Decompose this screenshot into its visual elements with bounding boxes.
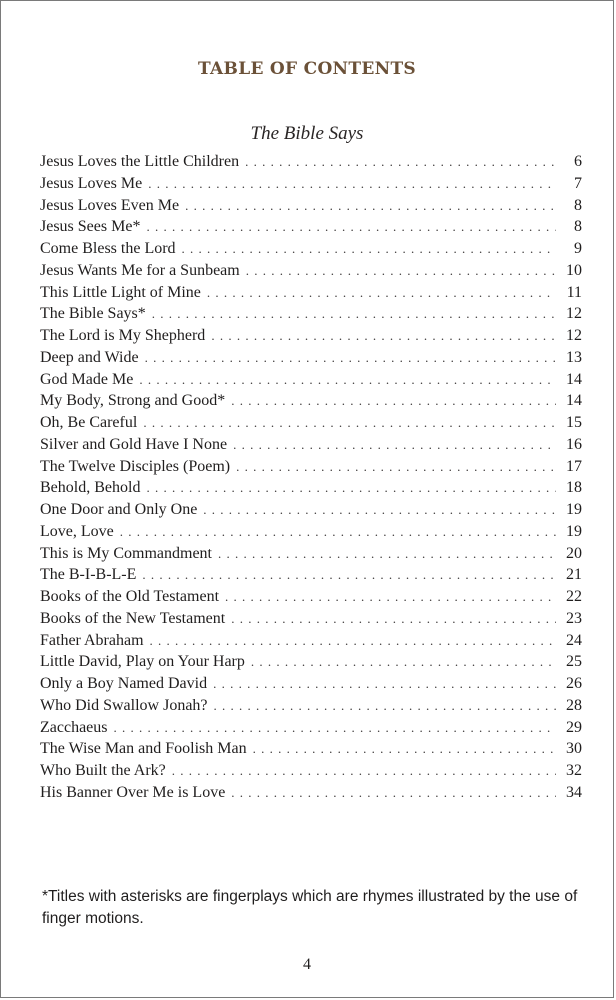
toc-entry[interactable] (40, 499, 582, 521)
dot-leader (225, 586, 556, 608)
toc-entry-title: The Lord is My Shepherd (40, 327, 206, 344)
toc-entry[interactable] (40, 673, 582, 695)
toc-entry-page: 6 (574, 153, 582, 170)
dot-leader (231, 608, 556, 630)
toc-entry-page: 16 (566, 435, 582, 453)
toc-entry-page: 10 (566, 261, 582, 279)
toc-entry[interactable] (40, 543, 582, 565)
toc-entry[interactable] (40, 195, 582, 217)
toc-entry-title: Father Abraham (40, 631, 144, 649)
toc-entry-page: 8 (574, 218, 582, 236)
toc-entry-page: 15 (566, 414, 582, 431)
toc-entry[interactable] (40, 456, 582, 478)
dot-leader (142, 564, 556, 586)
toc-entry-page: 21 (566, 566, 582, 584)
toc-entry-title: My Body, Strong and Good* (40, 392, 226, 410)
dot-leader (253, 738, 556, 760)
dot-leader (236, 456, 556, 478)
toc-entry-title: Books of the New Testament (40, 609, 226, 627)
toc-entry-title: One Door and Only One (40, 501, 198, 518)
toc-entry-page: 26 (566, 675, 582, 692)
toc-entry-title: The Bible Says* (40, 305, 146, 323)
toc-entry-title: The Wise Man and Foolish Man (40, 740, 247, 758)
toc-entry-title: Love, Love (40, 522, 114, 540)
toc-entry-page: 34 (566, 783, 582, 801)
dot-leader (172, 760, 556, 782)
toc-entry-title: Jesus Loves the Little Children (40, 153, 240, 170)
toc-entry-page: 19 (566, 522, 582, 540)
toc-entry-page: 14 (566, 392, 582, 410)
dot-leader (143, 412, 556, 434)
toc-entry-title: Jesus Sees Me* (40, 218, 141, 236)
dot-leader (211, 325, 556, 347)
dot-leader (207, 282, 556, 304)
toc-entry-page: 13 (566, 348, 582, 366)
toc-entry-title: Behold, Behold (40, 479, 141, 497)
toc-entry-page: 9 (574, 240, 582, 257)
toc-entry-title: This is My Commandment (40, 544, 212, 562)
toc-entry-title: The Twelve Disciples (Poem) (40, 457, 231, 475)
dot-leader (139, 369, 556, 391)
toc-entry[interactable] (40, 151, 582, 173)
toc-entry-page: 12 (566, 327, 582, 344)
toc-entry-page: 30 (566, 740, 582, 758)
dot-leader (146, 216, 556, 238)
toc-entry-title: Silver and Gold Have I None (40, 435, 228, 453)
toc-entry[interactable] (40, 173, 582, 195)
toc-entry-title: The B-I-B-L-E (40, 566, 137, 584)
toc-entry[interactable] (40, 608, 582, 630)
toc-entry[interactable] (40, 260, 582, 282)
toc-entry[interactable] (40, 238, 582, 260)
toc-entry-title: Jesus Wants Me for a Sunbeam (40, 261, 240, 279)
dot-leader (233, 434, 556, 456)
toc-entry-page: 28 (566, 696, 582, 714)
dot-leader (148, 173, 556, 195)
dot-leader (150, 630, 556, 652)
toc-entry-title: This Little Light of Mine (40, 283, 201, 301)
toc-entry-page: 19 (566, 501, 582, 518)
footnote: *Titles with asterisks are fingerplays which are rhymes illustrated by the use of finger motions. (42, 888, 578, 927)
toc-entry-title: Oh, Be Careful (40, 414, 138, 431)
toc-entry[interactable] (40, 434, 582, 456)
dot-leader (213, 673, 556, 695)
section-title: The Bible Says (250, 123, 364, 144)
dot-leader (231, 782, 556, 804)
dot-leader (185, 195, 556, 217)
toc-entry-title: Only a Boy Named David (40, 675, 208, 692)
dot-leader (182, 238, 556, 260)
toc-entry-title: Who Built the Ark? (40, 762, 166, 779)
dot-leader (146, 477, 556, 499)
dot-leader (120, 521, 556, 543)
toc-entry-title: Zacchaeus (40, 718, 108, 736)
toc-entry-page: 14 (566, 370, 582, 388)
toc-entry-title: Deep and Wide (40, 348, 139, 366)
dot-leader (114, 717, 556, 739)
toc-entry-page: 32 (566, 762, 582, 779)
toc-entry[interactable] (40, 760, 582, 782)
dot-leader (214, 695, 556, 717)
page-number: 4 (303, 956, 311, 973)
dot-leader (203, 499, 556, 521)
dot-leader (251, 651, 556, 673)
toc-entry-page: 8 (574, 196, 582, 214)
toc-entry-page: 29 (566, 718, 582, 736)
table-of-contents (40, 151, 582, 804)
toc-entry-title: Who Did Swallow Jonah? (40, 696, 208, 714)
toc-entry-title: Jesus Loves Me (40, 174, 143, 192)
toc-entry[interactable] (40, 390, 582, 412)
page-title: TABLE OF CONTENTS (198, 59, 416, 79)
toc-entry[interactable] (40, 630, 582, 652)
toc-entry-page: 24 (566, 631, 582, 649)
toc-entry-page: 17 (566, 457, 582, 475)
toc-entry[interactable] (40, 216, 582, 238)
toc-entry[interactable] (40, 325, 582, 347)
toc-entry-page: 23 (566, 609, 582, 627)
toc-entry-page: 11 (566, 283, 582, 301)
toc-entry-page: 25 (566, 653, 582, 671)
toc-entry-title: Jesus Loves Even Me (40, 196, 180, 214)
toc-entry-title: God Made Me (40, 370, 134, 388)
toc-entry[interactable] (40, 717, 582, 739)
toc-entry[interactable] (40, 782, 582, 804)
toc-entry-page: 18 (566, 479, 582, 497)
dot-leader (246, 260, 556, 282)
toc-entry[interactable] (40, 738, 582, 760)
toc-entry-title: Come Bless the Lord (40, 240, 176, 257)
toc-entry[interactable] (40, 695, 582, 717)
toc-entry[interactable] (40, 651, 582, 673)
dot-leader (145, 347, 556, 369)
dot-leader (152, 303, 556, 325)
dot-leader (231, 390, 556, 412)
toc-entry-page: 22 (566, 588, 582, 605)
toc-entry[interactable] (40, 477, 582, 499)
toc-entry[interactable] (40, 369, 582, 391)
toc-entry[interactable] (40, 282, 582, 304)
toc-entry[interactable] (40, 564, 582, 586)
toc-entry[interactable] (40, 347, 582, 369)
toc-entry[interactable] (40, 521, 582, 543)
toc-entry-page: 12 (566, 305, 582, 323)
toc-entry-title: His Banner Over Me is Love (40, 783, 226, 801)
dot-leader (245, 151, 556, 173)
toc-entry[interactable] (40, 303, 582, 325)
toc-entry-page: 20 (566, 544, 582, 562)
toc-entry-title: Little David, Play on Your Harp (40, 653, 245, 671)
toc-entry[interactable] (40, 412, 582, 434)
toc-entry-page: 7 (574, 174, 582, 192)
toc-entry-title: Books of the Old Testament (40, 588, 220, 605)
dot-leader (218, 543, 556, 565)
toc-entry[interactable] (40, 586, 582, 608)
